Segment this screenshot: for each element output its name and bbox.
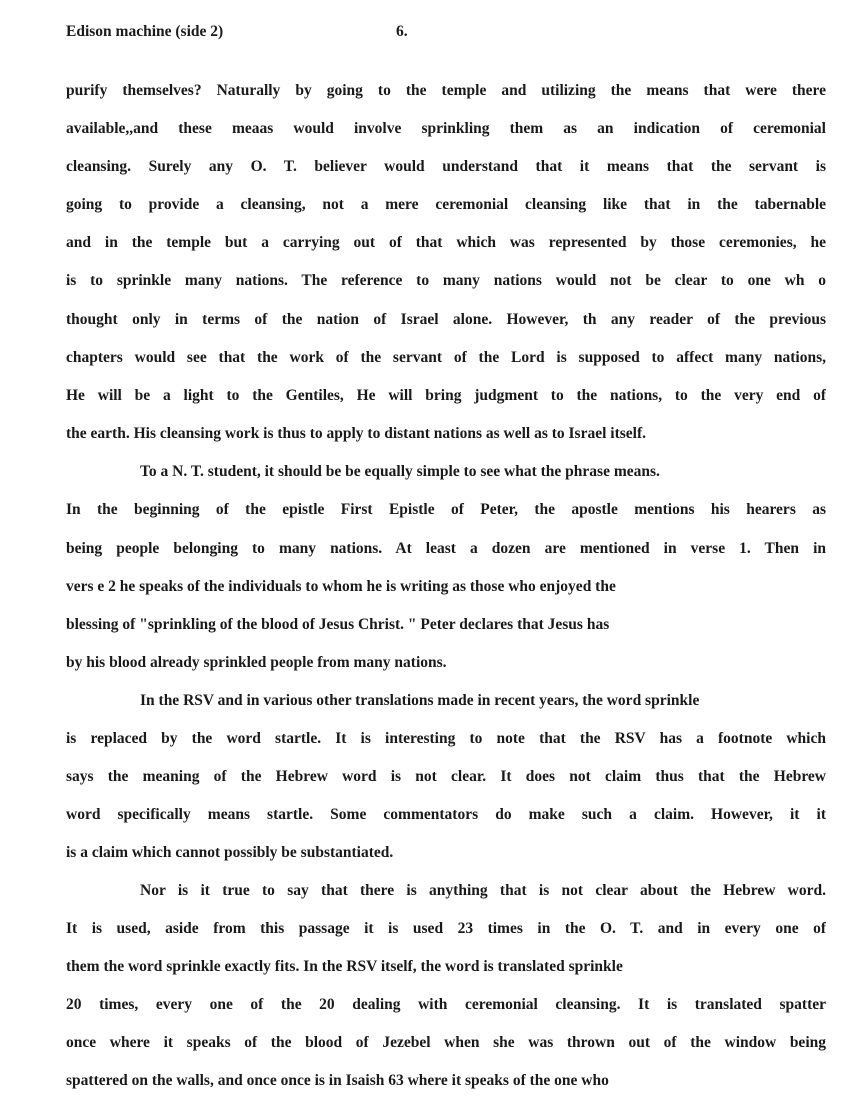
text-line: once where it speaks of the blood of Jezebel when she was thrown out of the window being xyxy=(66,1034,826,1051)
text-line: cleansing. Surely any O. T. believer would understand that it means that the servant is xyxy=(66,158,826,175)
text-line: is replaced by the word startle. It is interesting to note that the RSV has a footnote which xyxy=(66,730,826,747)
text-line: To a N. T. student, it should be be equally simple to see what the phrase means. xyxy=(140,463,660,480)
text-line: In the RSV and in various other translations made in recent years, the word sprinkle xyxy=(140,692,700,709)
text-line: vers e 2 he speaks of the individuals to whom he is writing as those who enjoyed the xyxy=(66,578,616,595)
text-line: spattered on the walls, and once once is in Isaish 63 where it speaks of the one who xyxy=(66,1072,609,1089)
text-line: going to provide a cleansing, not a mere ceremonial cleansing like that in the tabernable xyxy=(66,196,826,213)
text-line: thought only in terms of the nation of Israel alone. However, th any reader of the previous xyxy=(66,311,826,328)
text-line: word specifically means startle. Some commentators do make such a claim. However, it it xyxy=(66,806,826,823)
text-line: by his blood already sprinkled people from many nations. xyxy=(66,654,447,671)
text-line: It is used, aside from this passage it is used 23 times in the O. T. and in every one of xyxy=(66,920,826,937)
text-line: Nor is it true to say that there is anything that is not clear about the Hebrew word. xyxy=(140,882,826,899)
text-line: the earth. His cleansing work is thus to apply to distant nations as well as to Israel itself. xyxy=(66,425,646,442)
header-title: Edison machine (side 2) xyxy=(66,23,224,40)
text-line: says the meaning of the Hebrew word is not clear. It does not claim thus that the Hebrew xyxy=(66,768,826,785)
text-line: He will be a light to the Gentiles, He will bring judgment to the nations, to the very end of xyxy=(66,387,826,404)
text-line: them the word sprinkle exactly fits. In the RSV itself, the word is translated sprinkle xyxy=(66,958,623,975)
page-number: 6. xyxy=(396,23,408,40)
text-line: 20 times, every one of the 20 dealing with ceremonial cleansing. It is translated spatter xyxy=(66,996,826,1013)
text-line: is a claim which cannot possibly be substantiated. xyxy=(66,844,394,861)
text-line: is to sprinkle many nations. The reference to many nations would not be clear to one wh o xyxy=(66,272,826,289)
text-line: blessing of "sprinkling of the blood of Jesus Christ. " Peter declares that Jesus has xyxy=(66,616,610,633)
text-line: In the beginning of the epistle First Epistle of Peter, the apostle mentions his hearers as xyxy=(66,501,826,518)
text-line: and in the temple but a carrying out of that which was represented by those ceremonies, he xyxy=(66,234,826,251)
text-line: available,,and these meaas would involve sprinkling them as an indication of ceremonial xyxy=(66,120,826,137)
text-line: being people belonging to many nations. At least a dozen are mentioned in verse 1. Then in xyxy=(66,540,826,557)
text-line: chapters would see that the work of the servant of the Lord is supposed to affect many nations, xyxy=(66,349,826,366)
text-line: purify themselves? Naturally by going to the temple and utilizing the means that were there xyxy=(66,82,826,99)
